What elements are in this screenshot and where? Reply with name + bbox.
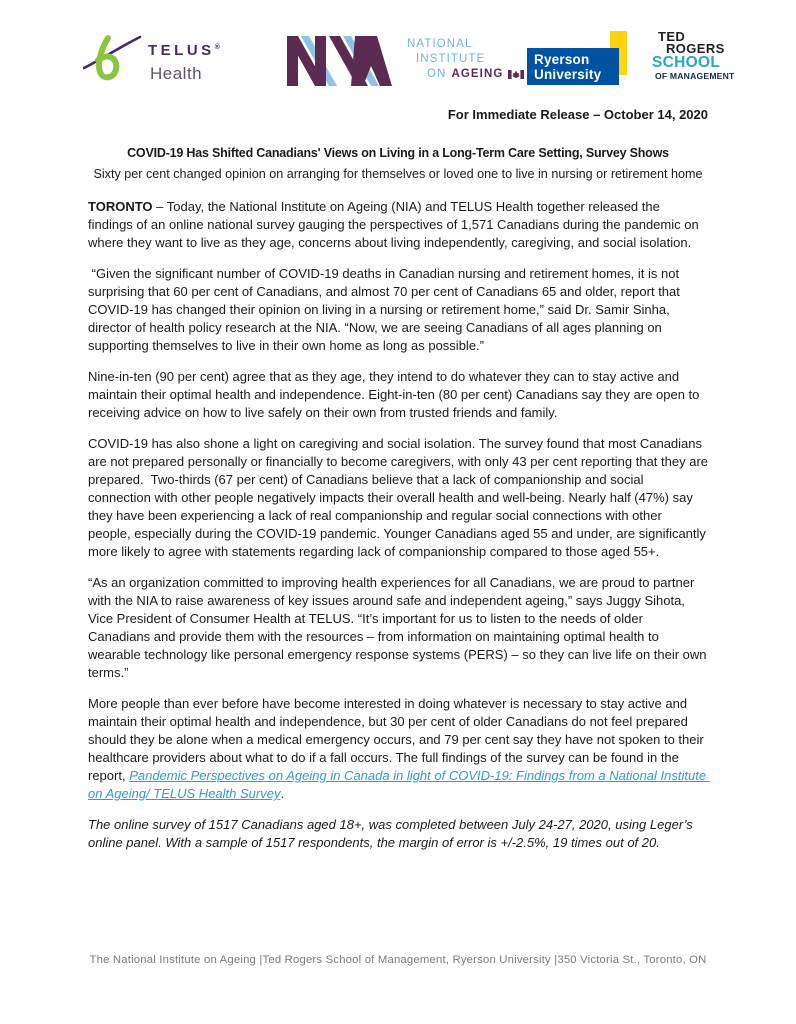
registered-mark: ® <box>214 44 220 51</box>
ryerson-university-logo <box>527 31 639 85</box>
paragraph-nine-in-ten: Nine-in-ten (90 per cent) agree that as they age, they intend to do whatever they can to stay active and maintain their optimal health and independence. Eight-in-ten (80 per cent) Canadians say they are open to receiving advice on how to live safely on their own from trusted friends and family. <box>88 369 704 420</box>
ted-rogers-school-logo <box>652 31 734 82</box>
nia-national-label: NATIONAL <box>407 38 473 50</box>
paragraph-intro: TORONTO – Today, the National Institute on Ageing (NIA) and TELUS Health together released the findings of an online national survey gauging the perspectives of 1,571 Canadians during the pandemic on where they want to live as they age, concerns about living independently, caregiving, and social isolation. <box>88 199 703 250</box>
ryerson-wordmark: Ryerson University <box>527 48 619 85</box>
nia-institute-label: INSTITUTE <box>416 53 486 65</box>
trsm-school-label: SCHOOL <box>652 54 721 71</box>
page-title: COVID-19 Has Shifted Canadians' Views on Living in a Long-Term Care Setting, Survey Shows <box>127 146 669 160</box>
document-body <box>88 104 712 865</box>
page-subtitle: Sixty per cent changed opinion on arranging for themselves or loved one to live in nursing or retirement home <box>93 167 703 181</box>
paragraph-caregiving: COVID-19 has also shone a light on caregiving and social isolation. The survey found that most Canadians are not prepared personally or financially to become caregivers, with only 43 per cent reporting that they are prepared. Two-thirds (67 per cent) of Canadians believe that a lack of companionship and social connection with other people negatively impacts their overall health and well-being. Nearly half (47%) say they have been experiencing a lack of real companionship and regular social connections with other people, especially during the COVID-19 pandemic. Younger Canadians aged 55 and under, are significantly more likely to agree with statements regarding lack of companionship compared to those aged 55+. <box>88 436 712 559</box>
nia-on-label: ON <box>427 68 447 80</box>
page-footer: The National Institute on Ageing |Ted Rogers School of Management, Ryerson University |350 Victoria St., Toronto, ON <box>89 954 707 966</box>
canada-flag-icon <box>508 70 524 79</box>
paragraph-sinha-quote: “Given the significant number of COVID-19 deaths in Canadian nursing and retirement homes, it is not surprising that 60 per cent of Canadians, and almost 70 per cent of Canadians 65 and older, report that COVID-19 has changed their opinion on living in a nursing or retirement home,” said Dr. Samir Sinha, director of health policy research at the NIA. “Now, we are seeing Canadians of all ages planning on supporting themselves to live in their own home as long as possible.” <box>88 266 684 353</box>
telus-ribbon-icon <box>82 33 142 85</box>
paragraph-sihota-quote: “As an organization committed to improving health experiences for all Canadians, we are proud to partner with the NIA to raise awareness of key issues around safe and independent ageing,” says Juggy Sihota, Vice President of Consumer Health at TELUS. “It’s important for us to listen to the needs of older Canadians and provide them with the resources – from information on maintaining optimal health to wearable technology like personal emergency response systems (PERS) – so they can live life on their own terms.” <box>88 575 711 680</box>
dateline-toronto: TORONTO <box>88 199 153 214</box>
trsm-ted-label: TED <box>658 29 686 44</box>
paragraph-report: More people than ever before have become interested in doing whatever is necessary to stay active and maintain their optimal health and independence, but 30 per cent of older Canadians do not feel prepared should they be alone when a medical emergency occurs, and 79 per cent say they have not spoken to their healthcare providers about what to do if a fall occurs. The full findings of the survey can be found in the report, Pandemic Perspectives on Ageing in Canada in light of COVID-19: Findings from a National Institute on Ageing/ TELUS Health Survey. <box>88 696 710 801</box>
release-date-line: For Immediate Release – October 14, 2020 <box>447 107 708 122</box>
report-link[interactable]: Pandemic Perspectives on Ageing in Canada in light of COVID-19: Findings from a National Institute on Ageing/ TELUS Health Survey <box>88 768 710 801</box>
trsm-of-management-label: OF MANAGEMENT <box>655 71 735 81</box>
nia-logo <box>287 36 524 86</box>
nia-acronym-icon <box>287 36 397 86</box>
nia-ageing-label: AGEING <box>451 68 504 80</box>
paragraph-methodology: The online survey of 1517 Canadians aged 18+, was completed between July 24-27, 2020, using Leger’s online panel. With a sample of 1517 respondents, the margin of error is +/-2.5%, 19 times out of 20. <box>88 817 697 850</box>
logo-header <box>0 0 796 104</box>
telus-wordmark: TELUS® <box>148 42 220 59</box>
telus-health-logo <box>82 33 220 85</box>
telus-health-label: Health <box>150 64 203 83</box>
trsm-rogers-label: ROGERS <box>666 41 725 56</box>
